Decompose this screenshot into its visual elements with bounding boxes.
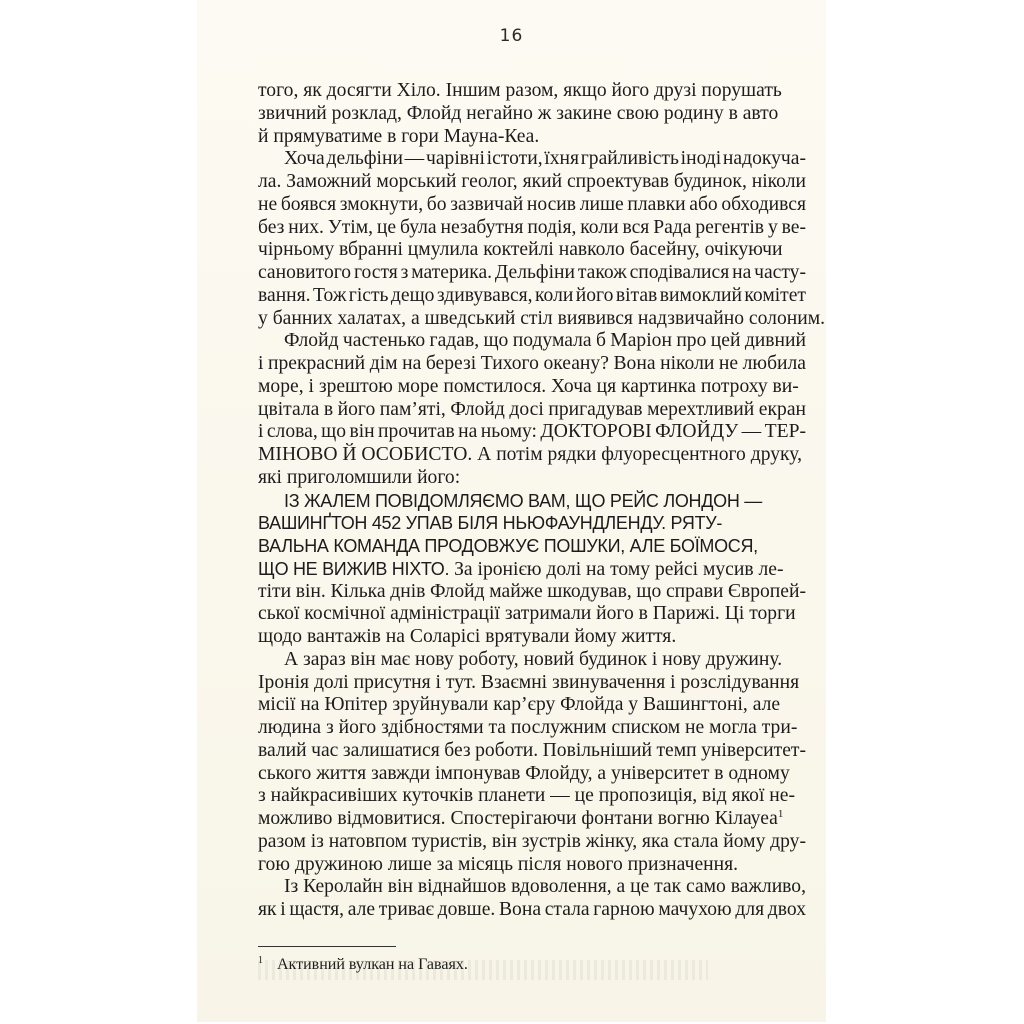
text-line [258, 399, 806, 422]
line-text: звичний розклад, Флойд негайно ж закине свою родину в авто [258, 102, 779, 124]
line-text: За іронією долі на тому рейсі мусив ле- [449, 558, 784, 580]
text-line [258, 717, 806, 740]
line-text: чірньому вбранні цмулила коктейлі навколо басейну, очікуючи [258, 239, 783, 261]
line-text: ВАШИНҐТОН 452 УПАВ БІЛЯ НЬЮФАУНДЛЕНДУ. РЯТУ- [258, 513, 723, 534]
text-line [258, 262, 806, 285]
text-line [258, 581, 806, 604]
text-line [258, 512, 806, 535]
text-line [258, 217, 806, 240]
line-text: у банних халатах, а шведський стіл виявився надзвичайно солоним. [258, 307, 826, 329]
line-text: і прекрасний дім на березі Тихого океану? Вона ніколи не любила [258, 353, 806, 374]
line-text: з найкрасивіших куточків планети — це пропозиція, від якої не- [258, 785, 796, 807]
text-line [258, 103, 806, 126]
text-line [258, 649, 806, 672]
line-text: не боявся змокнути, бо зазвичай носив лише плавки або обходився [258, 193, 806, 215]
footnote [258, 955, 468, 974]
line-text: ського життя завжди імпонував Флойду, а університет в одному [258, 762, 790, 784]
footnote-divider [258, 946, 396, 947]
text-line [258, 899, 806, 922]
text-line [258, 126, 806, 149]
line-text: А зараз він має нову роботу, новий будинок і нову дружину. [284, 648, 783, 670]
text-line [258, 694, 806, 717]
line-text: МІНОВО Й ОСОБИСТО. А потім рядки флуоресцентного друку, [258, 444, 803, 465]
text-line [258, 239, 806, 262]
line-text: ла. Заможний морський геолог, який спроектував будинок, ніколи [258, 171, 806, 192]
line-text: разом із натовпом туристів, він зустрів жінку, яка стала йому дру- [258, 830, 806, 852]
line-text: місії на Юпітер зруйнували кар’єру Флойда у Вашингтоні, але [258, 694, 781, 716]
line-text: вання. Тож гість дещо здивувався, коли його вітав вимоклий комітет [258, 284, 806, 306]
line-text: цвітала в його пам’яті, Флойд досі пригадував мерехтливий екран [258, 398, 806, 420]
line-text: і слова, що він прочитав на ньому: ДОКТОРОВІ ФЛОЙДУ — ТЕР- [258, 421, 806, 443]
line-text: які приголомшили його: [258, 466, 461, 488]
text-line [258, 148, 806, 171]
text-line [258, 763, 806, 786]
text-line [258, 307, 826, 331]
footnote-text: Активний вулкан на Гаваях. [277, 956, 468, 973]
text-line [258, 603, 806, 626]
text-line [258, 490, 806, 513]
text-line [258, 194, 806, 217]
text-line [258, 672, 806, 695]
text-line [258, 626, 806, 649]
line-text: як і щастя, але триває довше. Вона стала гарною мачухою для двох [258, 899, 806, 920]
line-text: щодо вантажів на Соларісі врятували йому життя. [258, 626, 677, 647]
text-line [258, 740, 806, 763]
text-line [258, 467, 806, 490]
book-page [197, 0, 826, 1022]
line-text: гою дружиною лише за місяць після нового призначення. [258, 853, 739, 875]
line-text: без них. Утім, це була незабутня подія, коли вся Рада регентів у ве- [258, 216, 806, 238]
text-line [258, 808, 806, 831]
text-line [258, 876, 806, 899]
line-text: Хоча дельфіни — чарівні істоти, їхня грайливість іноді надокуча- [284, 148, 806, 170]
line-text: море, і зрештою море помстилося. Хоча ця картинка потроху ви- [258, 375, 799, 397]
line-text: валий час залишатися без роботи. Повільніший темп університет- [258, 739, 806, 761]
line-text: сановитого гостя з материка. Дельфіни також сподівалися на часту- [258, 262, 806, 283]
line-text: можливо відмовитися. Спостерігаючи фонтани вогню Кілауеа [258, 808, 778, 829]
line-text: ІЗ ЖАЛЕМ ПОВІДОМЛЯЄМО ВАМ, ЩО РЕЙС ЛОНДОН — [284, 490, 762, 511]
text-line [258, 353, 806, 376]
line-text: ської космічної адміністрації затримали його в Парижі. Ці торги [258, 603, 796, 625]
text-line [258, 831, 806, 854]
line-text: людина з його здібностями та послужним списком не могла три- [258, 717, 798, 738]
text-line [258, 330, 806, 353]
text-line [258, 535, 806, 558]
text-line [258, 558, 806, 581]
line-text: й прямуватиме в гори Мауна-Кеа. [258, 125, 540, 147]
page-number: 16 [499, 26, 524, 46]
telegram-caps-text: ЩО НЕ ВИЖИВ НІХТО. [258, 558, 450, 579]
text-line [258, 421, 806, 444]
text-line [258, 785, 806, 808]
footnote-mark: 1 [258, 955, 263, 966]
line-text: тіти він. Кілька днів Флойд майже шкодував, що справи Європей- [258, 580, 806, 602]
text-line [258, 285, 806, 308]
text-line [258, 376, 806, 399]
line-text: ВАЛЬНА КОМАНДА ПРОДОВЖУЄ ПОШУКИ, АЛЕ БОЇМОСЯ, [258, 536, 758, 556]
line-text: Флойд частенько гадав, що подумала б Маріон про цей дивний [284, 330, 806, 352]
text-line [258, 171, 806, 194]
text-line [258, 80, 806, 103]
body-text [258, 80, 826, 922]
footnote-reference[interactable]: 1 [777, 808, 784, 820]
line-text: Іронія долі присутня і тут. Взаємні звинувачення і розслідування [258, 671, 800, 693]
text-line [258, 444, 806, 467]
line-text: того, як досягти Хіло. Іншим разом, якщо його друзі порушать [258, 80, 782, 101]
line-text: Із Керолайн він віднайшов вдоволення, а це так само важливо, [284, 876, 806, 898]
text-line [258, 854, 806, 877]
